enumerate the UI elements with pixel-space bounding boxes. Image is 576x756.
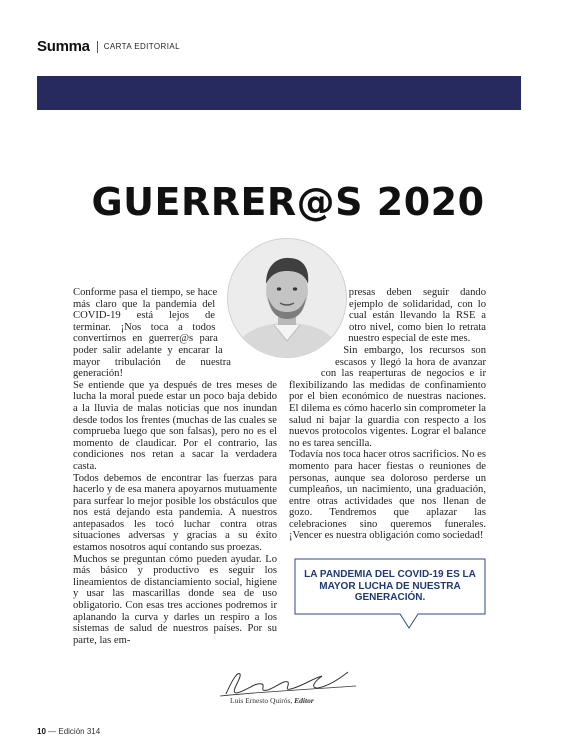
article-title: GUERRER@S 2020 bbox=[91, 180, 485, 224]
editor-signature bbox=[218, 666, 358, 700]
paragraph: Todavía nos toca hacer otros sacrificios. No es momento para hacer fiestas o reuniones de personas, aunque sea doloroso perderse un cumpleaños, un nacimiento, una graduación, entre otras actividades que nos llenan de gozo. Tendremos que aplazar las celebraciones sino queremos funerales. ¡Vencer es nuestra obligación como sociedad! bbox=[289, 449, 486, 542]
pull-quote bbox=[294, 558, 486, 636]
header-banner bbox=[37, 76, 521, 110]
page-footer bbox=[37, 727, 100, 736]
editor-name: Luis Ernesto Quirós, bbox=[230, 696, 293, 705]
header-divider bbox=[97, 41, 98, 53]
article-column-right bbox=[289, 287, 486, 542]
signature-caption bbox=[230, 696, 314, 705]
paragraph: Muchos se preguntan cómo pueden ayudar. Lo más básico y productivo es seguir los lineamientos de distanciamiento social, higiene y usar las mascarillas donde sea de uso obligatorio. Con esas tres acciones podremos ir aplanando la curva y darles un respiro a los sistemas de salud de nuestros países. Por su parte, las em- bbox=[73, 553, 277, 646]
page-header bbox=[37, 38, 180, 55]
signature-icon bbox=[218, 666, 358, 700]
paragraph: Todos debemos de encontrar las fuerzas para hacerlo y de esa manera apoyarnos mutuamente para surfear lo mejor posible los obstáculos que nos está dejando esta pandemia. A nuestros antepasados les tocó luchar contra otras situaciones adversas y gracias a su éxito estamos nosotros aquí contando sus proezas. bbox=[73, 472, 277, 554]
brand-logo: Summa bbox=[37, 38, 90, 55]
page-number: 10 bbox=[37, 727, 46, 736]
paragraph: Conforme pasa el tiempo, se hace más claro que la pandemia del COVID-19 está lejos de terminar. ¡Nos toca a todos convertirnos en guerrer@s para poder salir adelante y encarar la mayor tribulación de nuestra generación! bbox=[73, 287, 231, 380]
paragraph: presas deben seguir dando ejemplo de solidaridad, con lo cual están llevando la RSE a otro nivel, como bien lo retrata nuestro especial de este mes. bbox=[348, 287, 486, 345]
paragraph: Sin embargo, los recursos son escasos y llegó la hora de avanzar con las reaperturas de negocios e ir flexibilizando las medidas de confinamiento por el bien económico de nuestras naciones. El dilema es cómo hacerlo sin comprometer la salud ni bajar la guardia con respecto a los nuevos protocolos vigentes. Lograr el balance no es tarea sencilla. bbox=[289, 344, 486, 449]
editor-role: Editor bbox=[294, 696, 314, 705]
edition-label: — Edición 314 bbox=[48, 727, 101, 736]
section-label: CARTA EDITORIAL bbox=[103, 42, 180, 51]
article-column-left bbox=[73, 287, 277, 646]
pull-quote-text: LA PANDEMIA DEL COVID-19 ES LA MAYOR LUCHA DE NUESTRA GENERACIÓN. bbox=[304, 569, 476, 603]
paragraph: Se entiende que ya después de tres meses de lucha la moral puede estar un poco baja debido a la lluvia de malas noticias que nos inundan desde todos los frentes (muchas de las cuales se comprueba luego que son falsas), pero no es el momento de claudicar. Por el contrario, las condiciones nos retan a sacar la verdadera casta. bbox=[73, 379, 277, 472]
